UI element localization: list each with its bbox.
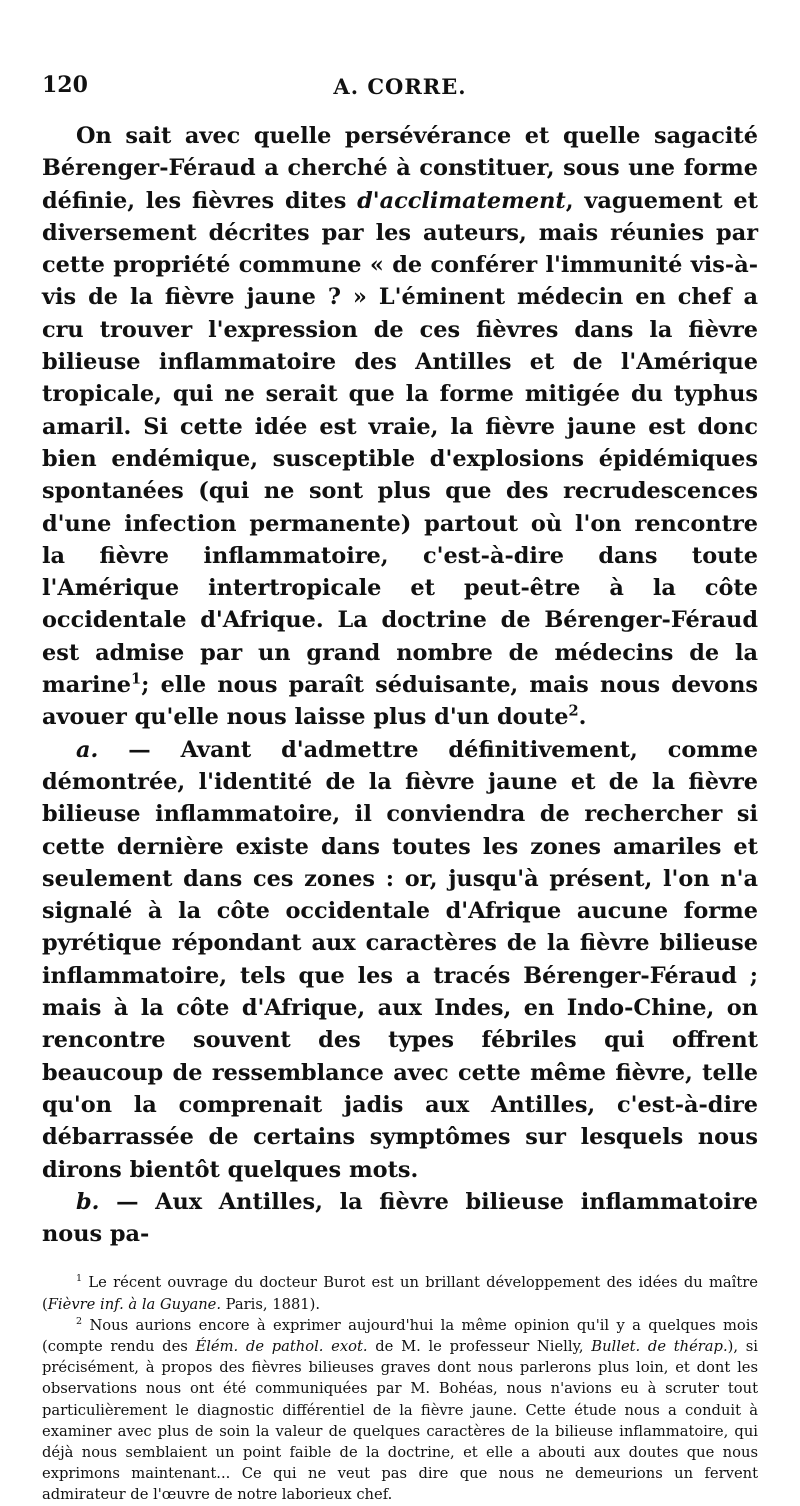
section-marker-b: b. [76, 1188, 100, 1215]
book-page [42, 66, 758, 1506]
paragraph-1-text-2: , vaguement et diversement décrites par les auteurs, mais réunies par cette propriété commune « de conférer l'immunité vis-à-vis de la fièvre jaune ? » L'éminent médecin en chef a cru trouver l'expression de ces fièvres dans la fièvre bilieuse inflammatoire des Antilles et de l'Amérique tropicale, qui ne serait que la forme mitigée du typhus amaril. Si cette idée est vraie, la fièvre jaune est donc bien endémique, susceptible d'explosions épidémiques spontanées (qui ne sont plus que des recrudescences d'une infection permanente) partout où l'on rencontre la fièvre inflammatoire, c'est-à-dire dans toute l'Amérique intertropicale et peut-être à la côte occidentale d'Afrique. La doctrine de Bérenger-Féraud est admise par un grand nombre de médecins de la marine [42, 187, 758, 699]
running-title: A. CORRE. [333, 74, 467, 99]
footnote-2-number: 2 [76, 1315, 83, 1327]
paragraph-1-text-3: ; elle nous paraît séduisante, mais nous devons avouer qu'elle nous laisse plus d'un doute [42, 672, 758, 731]
footnote-2 [42, 1315, 758, 1506]
footnote-2-text-1: Nous aurions encore à exprimer aujourd'hui la même opinion qu'il y a quelques mois (compte rendu des [42, 1316, 758, 1355]
footnote-2-italic-2: Bullet. de thérap. [591, 1338, 728, 1355]
footnote-2-text-2: de M. le professeur Nielly, [367, 1338, 592, 1355]
paragraph-1-text-1: On sait avec quelle persévérance et quelle sagacité Bérenger-Féraud a cherché à constituer, sous une forme définie, les fièvres dites [42, 123, 758, 214]
page-number: 120 [42, 72, 88, 98]
footnote-ref-1[interactable]: 1 [131, 670, 142, 688]
page-header [42, 66, 758, 100]
footnotes [42, 1272, 758, 1505]
footnote-2-italic-1: Élém. de pathol. exot. [195, 1338, 368, 1355]
paragraph-1 [42, 120, 758, 734]
paragraph-a [42, 734, 758, 1186]
footnote-2-text-3: ), si précisément, à propos des fièvres bilieuses graves dont nous parlerons plus loin, et dont les observations nous ont été communiquées par M. Bohéas, nous n'avions eu à scruter tout particulièrement le diagnostic différentiel de la fièvre jaune. Cette étude nous a conduit à examiner avec plus de soin la valeur de quelques caractères de la bilieuse inflammatoire, qui déjà nous semblaient un point faible de la doctrine, et elle a abouti aux doutes que nous exprimons maintenant... Ce qui ne veut pas dire que nous ne demeurions un fervent admirateur de l'œuvre de notre laborieux chef. [42, 1338, 758, 1504]
paragraph-b [42, 1186, 758, 1251]
footnote-1-number: 1 [76, 1273, 83, 1285]
footnote-1 [42, 1272, 758, 1314]
acclimatement-italic: d'acclimatement [357, 187, 566, 214]
paragraph-b-text: — Aux Antilles, la fièvre bilieuse inflammatoire nous pa- [42, 1188, 758, 1248]
section-marker-a: a. [76, 736, 99, 763]
footnote-1-text-1: Le récent ouvrage du docteur Burot est un brillant développement des idées du maître ( [42, 1274, 758, 1313]
footnote-ref-2[interactable]: 2 [568, 702, 579, 720]
footnote-1-italic: Fièvre inf. à la Guyane. [47, 1295, 222, 1313]
footnote-1-text-2: Paris, 1881). [221, 1295, 321, 1313]
paragraph-a-text: — Avant d'admettre définitivement, comme démontrée, l'identité de la fièvre jaune et de la fièvre bilieuse inflammatoire, il conviendra de rechercher si cette dernière existe dans toutes les zones amariles et seulement dans ces zones : or, jusqu'à présent, l'on n'a signalé à la côte occidentale d'Afrique aucune forme pyrétique répondant aux caractères de la fièvre bilieuse inflammatoire, tels que les a tracés Bérenger-Féraud ; mais à la côte d'Afrique, aux Indes, en Indo-Chine, on rencontre souvent des types fébriles qui offrent beaucoup de ressemblance avec cette même fièvre, telle qu'on la comprenait jadis aux Antilles, c'est-à-dire débarrassée de certains symptômes sur lesquels nous dirons bientôt quelques mots. [42, 736, 758, 1183]
paragraph-1-text-4: . [578, 704, 587, 731]
main-text [42, 120, 758, 1250]
